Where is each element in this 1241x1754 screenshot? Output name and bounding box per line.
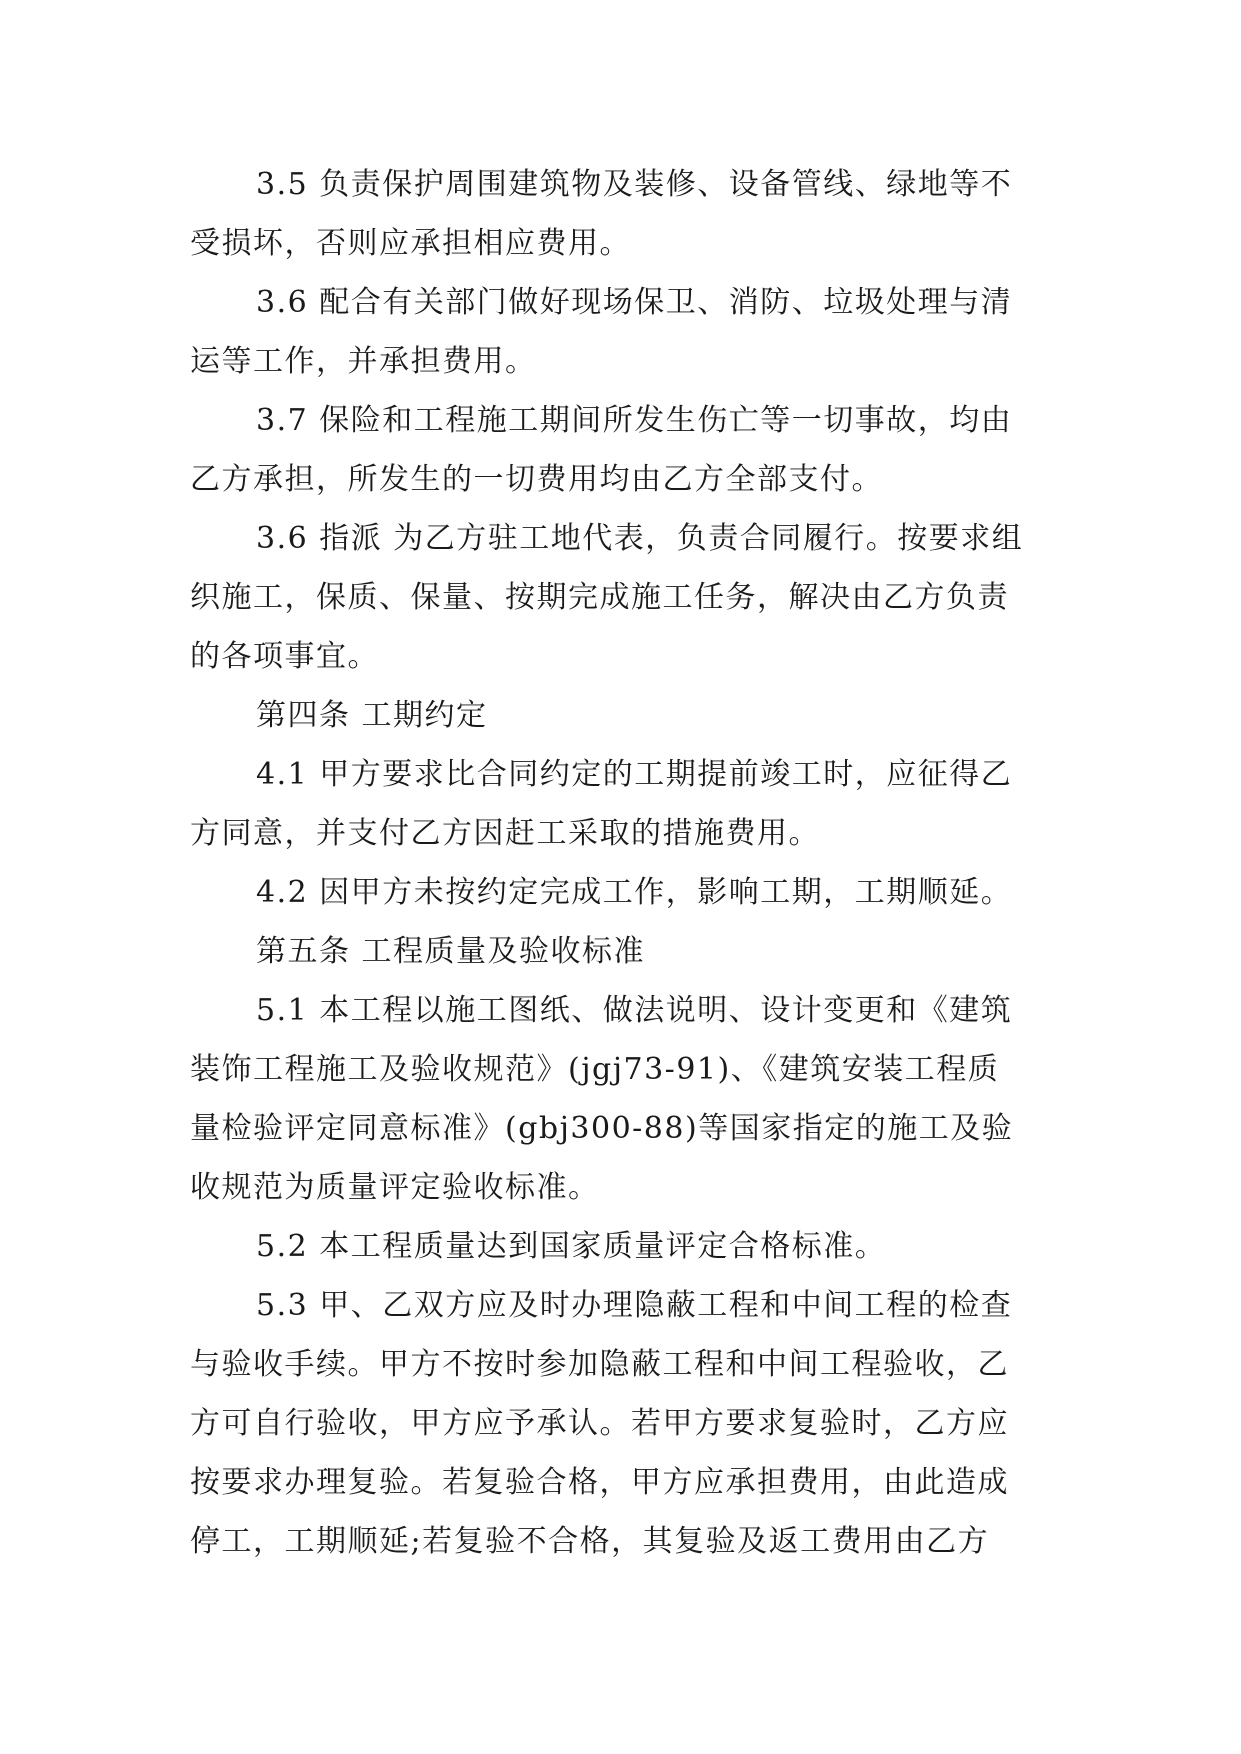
paragraph-5-1-line-2: 装饰工程施工及验收规范》(jgj73-91)、《建筑安装工程质: [190, 1052, 1000, 1087]
paragraph-5-1-line-4: 收规范为质量评定验收标准。: [190, 1170, 600, 1205]
document-body: [190, 155, 1050, 1571]
paragraph-5-1-line-1: 5.1 本工程以施工图纸、做法说明、设计变更和《建筑: [256, 993, 1013, 1028]
section-heading-5: 第五条 工程质量及验收标准: [256, 934, 646, 969]
paragraph-3-7-line-2: 乙方承担，所发生的一切费用均由乙方全部支付。: [190, 462, 883, 497]
paragraph-3-6-line-1: 3.6 配合有关部门做好现场保卫、消防、垃圾处理与清: [256, 285, 1013, 320]
paragraph-3-6-line-2: 运等工作，并承担费用。: [190, 344, 537, 379]
paragraph-5-2-line-1: 5.2 本工程质量达到国家质量评定合格标准。: [256, 1229, 887, 1264]
paragraph-4-1-line-2: 方同意，并支付乙方因赶工采取的措施费用。: [190, 816, 820, 851]
paragraph-3-5-line-2: 受损坏，否则应承担相应费用。: [190, 226, 631, 261]
paragraph-4-2-line-1: 4.2 因甲方未按约定完成工作，影响工期，工期顺延。: [256, 875, 1013, 910]
paragraph-3-6b-line-3: 的各项事宜。: [190, 639, 379, 674]
paragraph-5-1-line-3: 量检验评定同意标准》(gbj300-88)等国家指定的施工及验: [190, 1111, 1014, 1146]
paragraph-3-5-line-1: 3.5 负责保护周围建筑物及装修、设备管线、绿地等不: [256, 167, 1013, 202]
paragraph-3-6b-line-2: 织施工，保质、保量、按期完成施工任务，解决由乙方负责: [190, 580, 1009, 615]
paragraph-5-3-line-5: 停工，工期顺延;若复验不合格，其复验及返工费用由乙方: [190, 1524, 990, 1559]
paragraph-3-7-line-1: 3.7 保险和工程施工期间所发生伤亡等一切事故，均由: [256, 403, 1013, 438]
paragraph-4-1-line-1: 4.1 甲方要求比合同约定的工期提前竣工时，应征得乙: [256, 757, 1013, 792]
paragraph-3-6b-line-1: 3.6 指派 为乙方驻工地代表，负责合同履行。按要求组: [256, 521, 1024, 556]
paragraph-5-3-line-3: 方可自行验收，甲方应予承认。若甲方要求复验时，乙方应: [190, 1406, 1009, 1441]
paragraph-5-3-line-1: 5.3 甲、乙双方应及时办理隐蔽工程和中间工程的检查: [256, 1288, 1013, 1323]
section-heading-4: 第四条 工期约定: [256, 698, 488, 733]
paragraph-5-3-line-4: 按要求办理复验。若复验合格，甲方应承担费用，由此造成: [190, 1465, 1009, 1500]
paragraph-5-3-line-2: 与验收手续。甲方不按时参加隐蔽工程和中间工程验收，乙: [190, 1347, 1009, 1382]
